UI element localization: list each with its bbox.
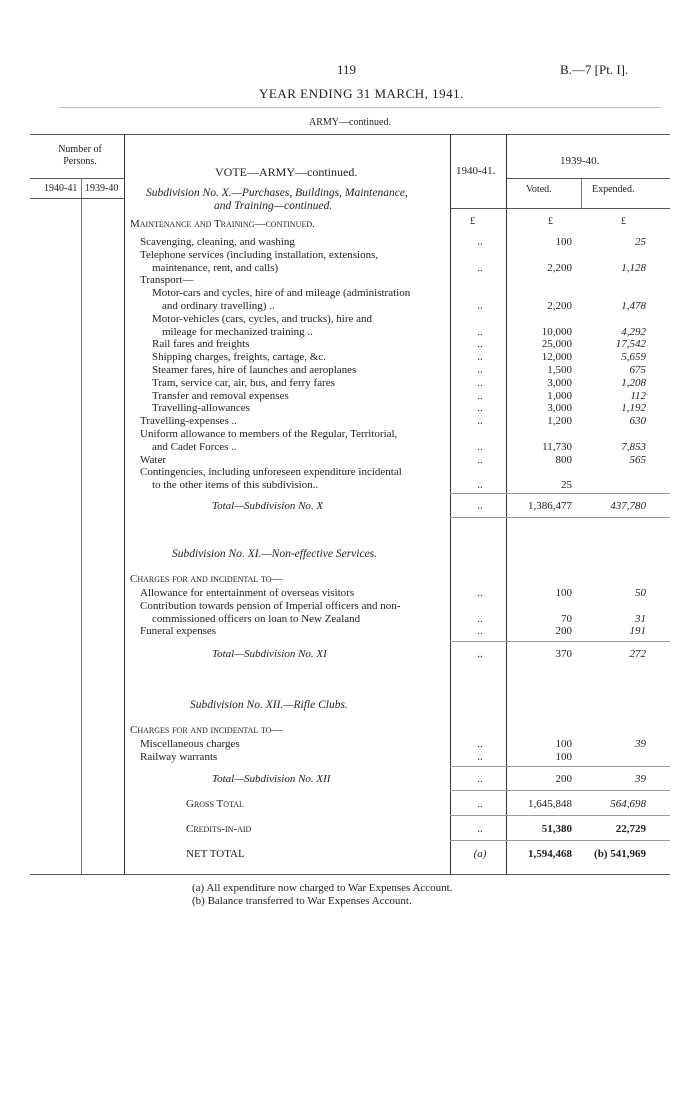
item-voted: 800 <box>555 453 572 466</box>
total-1940: .. <box>477 773 483 785</box>
item-line: Contribution towards pension of Imperial officers and non- <box>140 599 401 612</box>
item-voted: 12,000 <box>541 351 572 364</box>
credits-label: Credits-in-aid <box>186 823 252 835</box>
rule <box>450 766 670 767</box>
item-expended: 112 <box>630 389 646 402</box>
total-expended: 39 <box>635 773 646 785</box>
item-expended: 191 <box>629 625 646 638</box>
rule <box>30 198 125 199</box>
item-1940: .. <box>477 738 483 750</box>
rule <box>450 517 670 518</box>
item-1940: .. <box>477 479 483 492</box>
item-voted: 1,200 <box>547 415 572 428</box>
group-heading: Charges for and incidental to— <box>130 573 283 585</box>
item-voted: 70 <box>561 612 572 625</box>
total-voted: 200 <box>555 773 572 785</box>
item-line: Railway warrants <box>140 750 218 763</box>
persons-header: Number of Persons. <box>58 144 102 167</box>
item-line: Tram, service car, air, bus, and ferry fares <box>152 376 335 389</box>
persons-col-1939: 1939-40 <box>85 183 119 194</box>
item-voted: 3,000 <box>547 402 572 415</box>
item-voted: 100 <box>555 236 572 248</box>
rule <box>30 874 670 875</box>
net-1940: (a) <box>473 848 487 860</box>
group-heading: Charges for and incidental to— <box>130 724 283 736</box>
item-line: maintenance, rent, and calls) <box>152 261 279 274</box>
col-divider <box>124 134 125 874</box>
item-line: and ordinary travelling) .. <box>162 300 275 312</box>
item-line: Miscellaneous charges <box>140 738 240 750</box>
item-voted: 100 <box>555 750 572 763</box>
item-expended: 5,659 <box>621 351 646 364</box>
rule <box>450 815 670 816</box>
year-heading: YEAR ENDING 31 MARCH, 1941. <box>259 86 464 101</box>
item-voted: 2,200 <box>547 300 572 312</box>
footnote-a: (a) All expenditure now charged to War Expenses Account. <box>192 882 453 894</box>
total-voted: 1,386,477 <box>528 500 572 512</box>
item-line: Water <box>140 453 166 466</box>
rule <box>30 178 125 179</box>
total-label: Total—Subdivision No. X <box>212 500 324 512</box>
item-expended: 630 <box>629 415 646 428</box>
credits-expended: 22,729 <box>615 823 646 835</box>
item-1940: .. <box>477 415 483 428</box>
item-line: Travelling-expenses .. <box>140 415 238 428</box>
page-number: 119 <box>337 62 357 77</box>
item-line: Allowance for entertainment of overseas visitors <box>140 587 355 599</box>
total-label: Total—Subdivision No. XII <box>212 773 331 785</box>
total-label: Total—Subdivision No. XI <box>212 648 327 660</box>
item-expended: 4,292 <box>621 325 646 338</box>
item-expended: 50 <box>635 587 646 599</box>
section-heading: ARMY—continued. <box>309 117 391 128</box>
item-line: Transport— <box>140 274 194 287</box>
total-expended: 437,780 <box>610 500 646 512</box>
item-1940: .. <box>477 587 483 599</box>
item-line: mileage for mechanized training .. <box>162 325 313 338</box>
item-voted: 25 <box>561 479 572 492</box>
item-1940: .. <box>477 338 483 351</box>
rule <box>30 134 670 135</box>
credits-1940: .. <box>477 823 483 835</box>
item-line: Contingencies, including unforeseen expenditure incidental <box>140 466 402 479</box>
subdivision-title: Subdivision No. XI.—Non-effective Services. <box>172 548 378 560</box>
item-line: Transfer and removal expenses <box>152 389 289 402</box>
item-1940: .. <box>477 376 483 389</box>
item-line: Travelling-allowances <box>152 402 250 415</box>
item-line: Uniform allowance to members of the Regular, Territorial, <box>140 428 398 440</box>
footnote-b: (b) Balance transferred to War Expenses Account. <box>192 895 412 907</box>
item-1940: .. <box>477 453 483 466</box>
col-expended: Expended. <box>592 184 635 195</box>
item-line: Motor-vehicles (cars, cycles, and trucks), hire and <box>152 312 372 325</box>
net-expended: (b) 541,969 <box>594 848 646 860</box>
item-1940: .. <box>477 612 483 625</box>
item-1940: .. <box>477 261 483 274</box>
item-line: Rail fares and freights <box>152 338 250 351</box>
net-total-label: NET TOTAL <box>186 848 245 860</box>
persons-col-1940: 1940-41 <box>44 183 78 194</box>
item-voted: 11,730 <box>542 440 572 453</box>
subdivision-title: Subdivision No. XII.—Rifle Clubs. <box>190 699 348 711</box>
item-voted: 200 <box>555 625 572 638</box>
vote-title: VOTE—ARMY—continued. <box>215 165 358 179</box>
item-expended: 31 <box>635 612 646 625</box>
item-voted: 1,000 <box>547 389 572 402</box>
col-divider <box>450 134 451 874</box>
credits-voted: 51,380 <box>541 823 572 835</box>
item-expended: 1,128 <box>621 261 646 274</box>
item-expended: 25 <box>635 236 646 248</box>
rule <box>450 641 670 642</box>
item-expended: 7,853 <box>621 440 646 453</box>
gross-expended: 564,698 <box>610 798 646 810</box>
col-voted: Voted. <box>526 184 552 195</box>
col-1940-41: 1940-41. <box>456 165 496 177</box>
item-1940: .. <box>477 351 483 364</box>
item-expended: 39 <box>635 738 646 750</box>
item-1940: .. <box>477 389 483 402</box>
rule <box>507 178 670 179</box>
item-voted: 100 <box>555 738 572 750</box>
rule <box>450 840 670 841</box>
item-voted: 10,000 <box>541 325 572 338</box>
col-divider <box>581 178 582 208</box>
item-line: Shipping charges, freights, cartage, &c. <box>152 351 326 364</box>
col-1939-40: 1939-40. <box>560 155 600 167</box>
total-1940: .. <box>477 648 483 660</box>
item-line: Motor-cars and cycles, hire of and mileage (administration <box>152 287 411 300</box>
item-line: Telephone services (including installation, extensions, <box>140 248 379 261</box>
item-line: and Cadet Forces .. <box>152 440 237 453</box>
gross-total-label: Gross Total <box>186 798 244 810</box>
item-expended: 1,478 <box>621 300 646 312</box>
item-1940: .. <box>477 750 483 763</box>
pound-sign: £ <box>621 216 626 227</box>
item-1940: .. <box>477 440 483 453</box>
item-1940: .. <box>477 300 483 312</box>
col-divider <box>81 178 82 874</box>
gross-voted: 1,645,848 <box>528 798 572 810</box>
item-expended: 675 <box>629 364 646 376</box>
pound-sign: £ <box>470 216 475 227</box>
gross-1940: .. <box>477 798 483 810</box>
rule <box>450 493 670 494</box>
item-1940: .. <box>477 364 483 376</box>
col-divider <box>506 134 507 874</box>
rule <box>450 208 670 209</box>
rule <box>450 790 670 791</box>
total-voted: 370 <box>555 648 572 660</box>
item-line: to the other items of this subdivision.. <box>152 479 319 492</box>
item-voted: 25,000 <box>541 338 572 351</box>
subdivision-title-cont: and Training—continued. <box>214 200 333 212</box>
pound-sign: £ <box>548 216 553 227</box>
group-heading: Maintenance and Training—continued. <box>130 218 315 230</box>
item-1940: .. <box>477 402 483 415</box>
item-line: commissioned officers on loan to New Zealand <box>152 612 361 625</box>
item-line: Scavenging, cleaning, and washing <box>140 236 295 248</box>
item-expended: 1,208 <box>621 376 646 389</box>
item-expended: 565 <box>629 453 646 466</box>
item-1940: .. <box>477 236 483 248</box>
document-ref: B.—7 [Pt. I]. <box>560 62 629 77</box>
item-line: Funeral expenses <box>140 625 217 638</box>
item-1940: .. <box>477 325 483 338</box>
item-line: Steamer fares, hire of launches and aeroplanes <box>152 364 357 376</box>
total-1940: .. <box>477 500 483 512</box>
item-voted: 3,000 <box>547 376 572 389</box>
item-voted: 2,200 <box>547 261 572 274</box>
subdivision-title: Subdivision No. X.—Purchases, Buildings, Maintenance, <box>146 187 408 199</box>
item-1940: .. <box>477 625 483 638</box>
item-voted: 1,500 <box>547 364 572 376</box>
rule <box>60 107 660 108</box>
total-expended: 272 <box>629 648 646 660</box>
item-expended: 17,542 <box>615 338 646 351</box>
item-voted: 100 <box>555 587 572 599</box>
item-expended: 1,192 <box>621 402 646 415</box>
net-voted: 1,594,468 <box>528 848 572 860</box>
